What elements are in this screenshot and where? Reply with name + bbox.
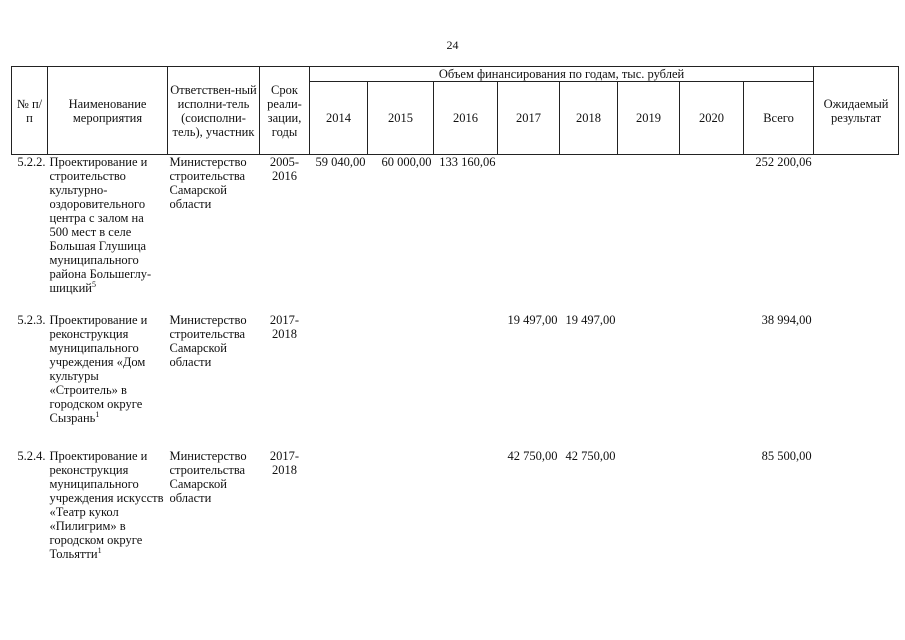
header-year: 2014 bbox=[310, 82, 368, 155]
row-responsible: Министерство строительства Самарской области bbox=[169, 155, 247, 211]
value-cell: 133 160,06 bbox=[439, 155, 496, 169]
row-index: 5.2.4. bbox=[17, 448, 46, 463]
value-cell bbox=[368, 449, 434, 585]
value-cell: 19 497,00 bbox=[507, 312, 558, 327]
result-cell bbox=[814, 313, 899, 449]
value-cell: 59 040,00 bbox=[315, 155, 366, 169]
value-cell bbox=[310, 313, 368, 449]
page-number: 24 bbox=[446, 38, 459, 52]
value-cell bbox=[618, 155, 680, 313]
header-year: 2020 bbox=[680, 82, 744, 155]
footnote-mark: 1 bbox=[95, 409, 100, 419]
value-cell bbox=[560, 155, 618, 313]
row-index: 5.2.3. bbox=[17, 312, 46, 327]
footnote-mark: 5 bbox=[91, 279, 96, 289]
header-year: 2016 bbox=[434, 82, 498, 155]
footnote-mark: 1 bbox=[97, 545, 102, 555]
row-responsible: Министерство строительства Самарской области bbox=[169, 312, 247, 369]
value-cell bbox=[680, 449, 744, 585]
funding-table bbox=[11, 66, 899, 585]
header-num: № п/п bbox=[12, 67, 48, 155]
table-row bbox=[12, 155, 899, 313]
value-cell bbox=[310, 449, 368, 585]
header-name: Наименование мероприятия bbox=[48, 67, 168, 155]
value-cell bbox=[498, 155, 560, 313]
header-result: Ожидаемый результат bbox=[814, 67, 899, 155]
row-name: Проектирование и строительство культурно-оздоровительного центра с залом на 500 мест в селе Большая Глушица муниципального района Большеглу-шицкий$^5$ bbox=[49, 155, 152, 295]
value-cell: 19 497,00 bbox=[565, 312, 616, 327]
total-cell: 38 994,00 bbox=[761, 312, 812, 327]
row-term: 2005-2016 bbox=[269, 155, 300, 183]
value-cell bbox=[618, 449, 680, 585]
value-cell bbox=[434, 313, 498, 449]
header-year: 2019 bbox=[618, 82, 680, 155]
result-cell bbox=[814, 449, 899, 585]
row-index: 5.2.2. bbox=[17, 155, 46, 169]
value-cell bbox=[618, 313, 680, 449]
header-term: Срок реали-зации, годы bbox=[260, 67, 310, 155]
header-year: 2018 bbox=[560, 82, 618, 155]
table-row bbox=[12, 449, 899, 585]
row-responsible: Министерство строительства Самарской области bbox=[169, 448, 247, 505]
row-name: Проектирование и реконструкция муниципального учреждения «Дом культуры «Строитель» в городском округе Сызрань$^1$ bbox=[49, 312, 148, 425]
header-responsible: Ответствен-ный исполни-тель (соисполни-тель), участник bbox=[168, 67, 260, 155]
value-cell: 60 000,00 bbox=[381, 155, 432, 169]
row-term: 2017-2018 bbox=[269, 312, 300, 341]
header-total: Всего bbox=[744, 82, 814, 155]
result-cell bbox=[814, 155, 899, 313]
value-cell bbox=[680, 313, 744, 449]
header-year: 2015 bbox=[368, 82, 434, 155]
total-cell: 252 200,06 bbox=[755, 155, 812, 169]
row-name: Проектирование и реконструкция муниципального учреждения искусств «Театр кукол «Пилигрим» в городском округе Тольятти$^1$ bbox=[49, 448, 164, 561]
value-cell: 42 750,00 bbox=[507, 448, 558, 463]
value-cell: 42 750,00 bbox=[565, 448, 616, 463]
value-cell bbox=[368, 313, 434, 449]
value-cell bbox=[680, 155, 744, 313]
header-year: 2017 bbox=[498, 82, 560, 155]
total-cell: 85 500,00 bbox=[761, 448, 812, 463]
value-cell bbox=[434, 449, 498, 585]
header-funding: Объем финансирования по годам, тыс. рублей bbox=[310, 67, 814, 82]
row-term: 2017-2018 bbox=[269, 448, 300, 477]
table-row bbox=[12, 313, 899, 449]
